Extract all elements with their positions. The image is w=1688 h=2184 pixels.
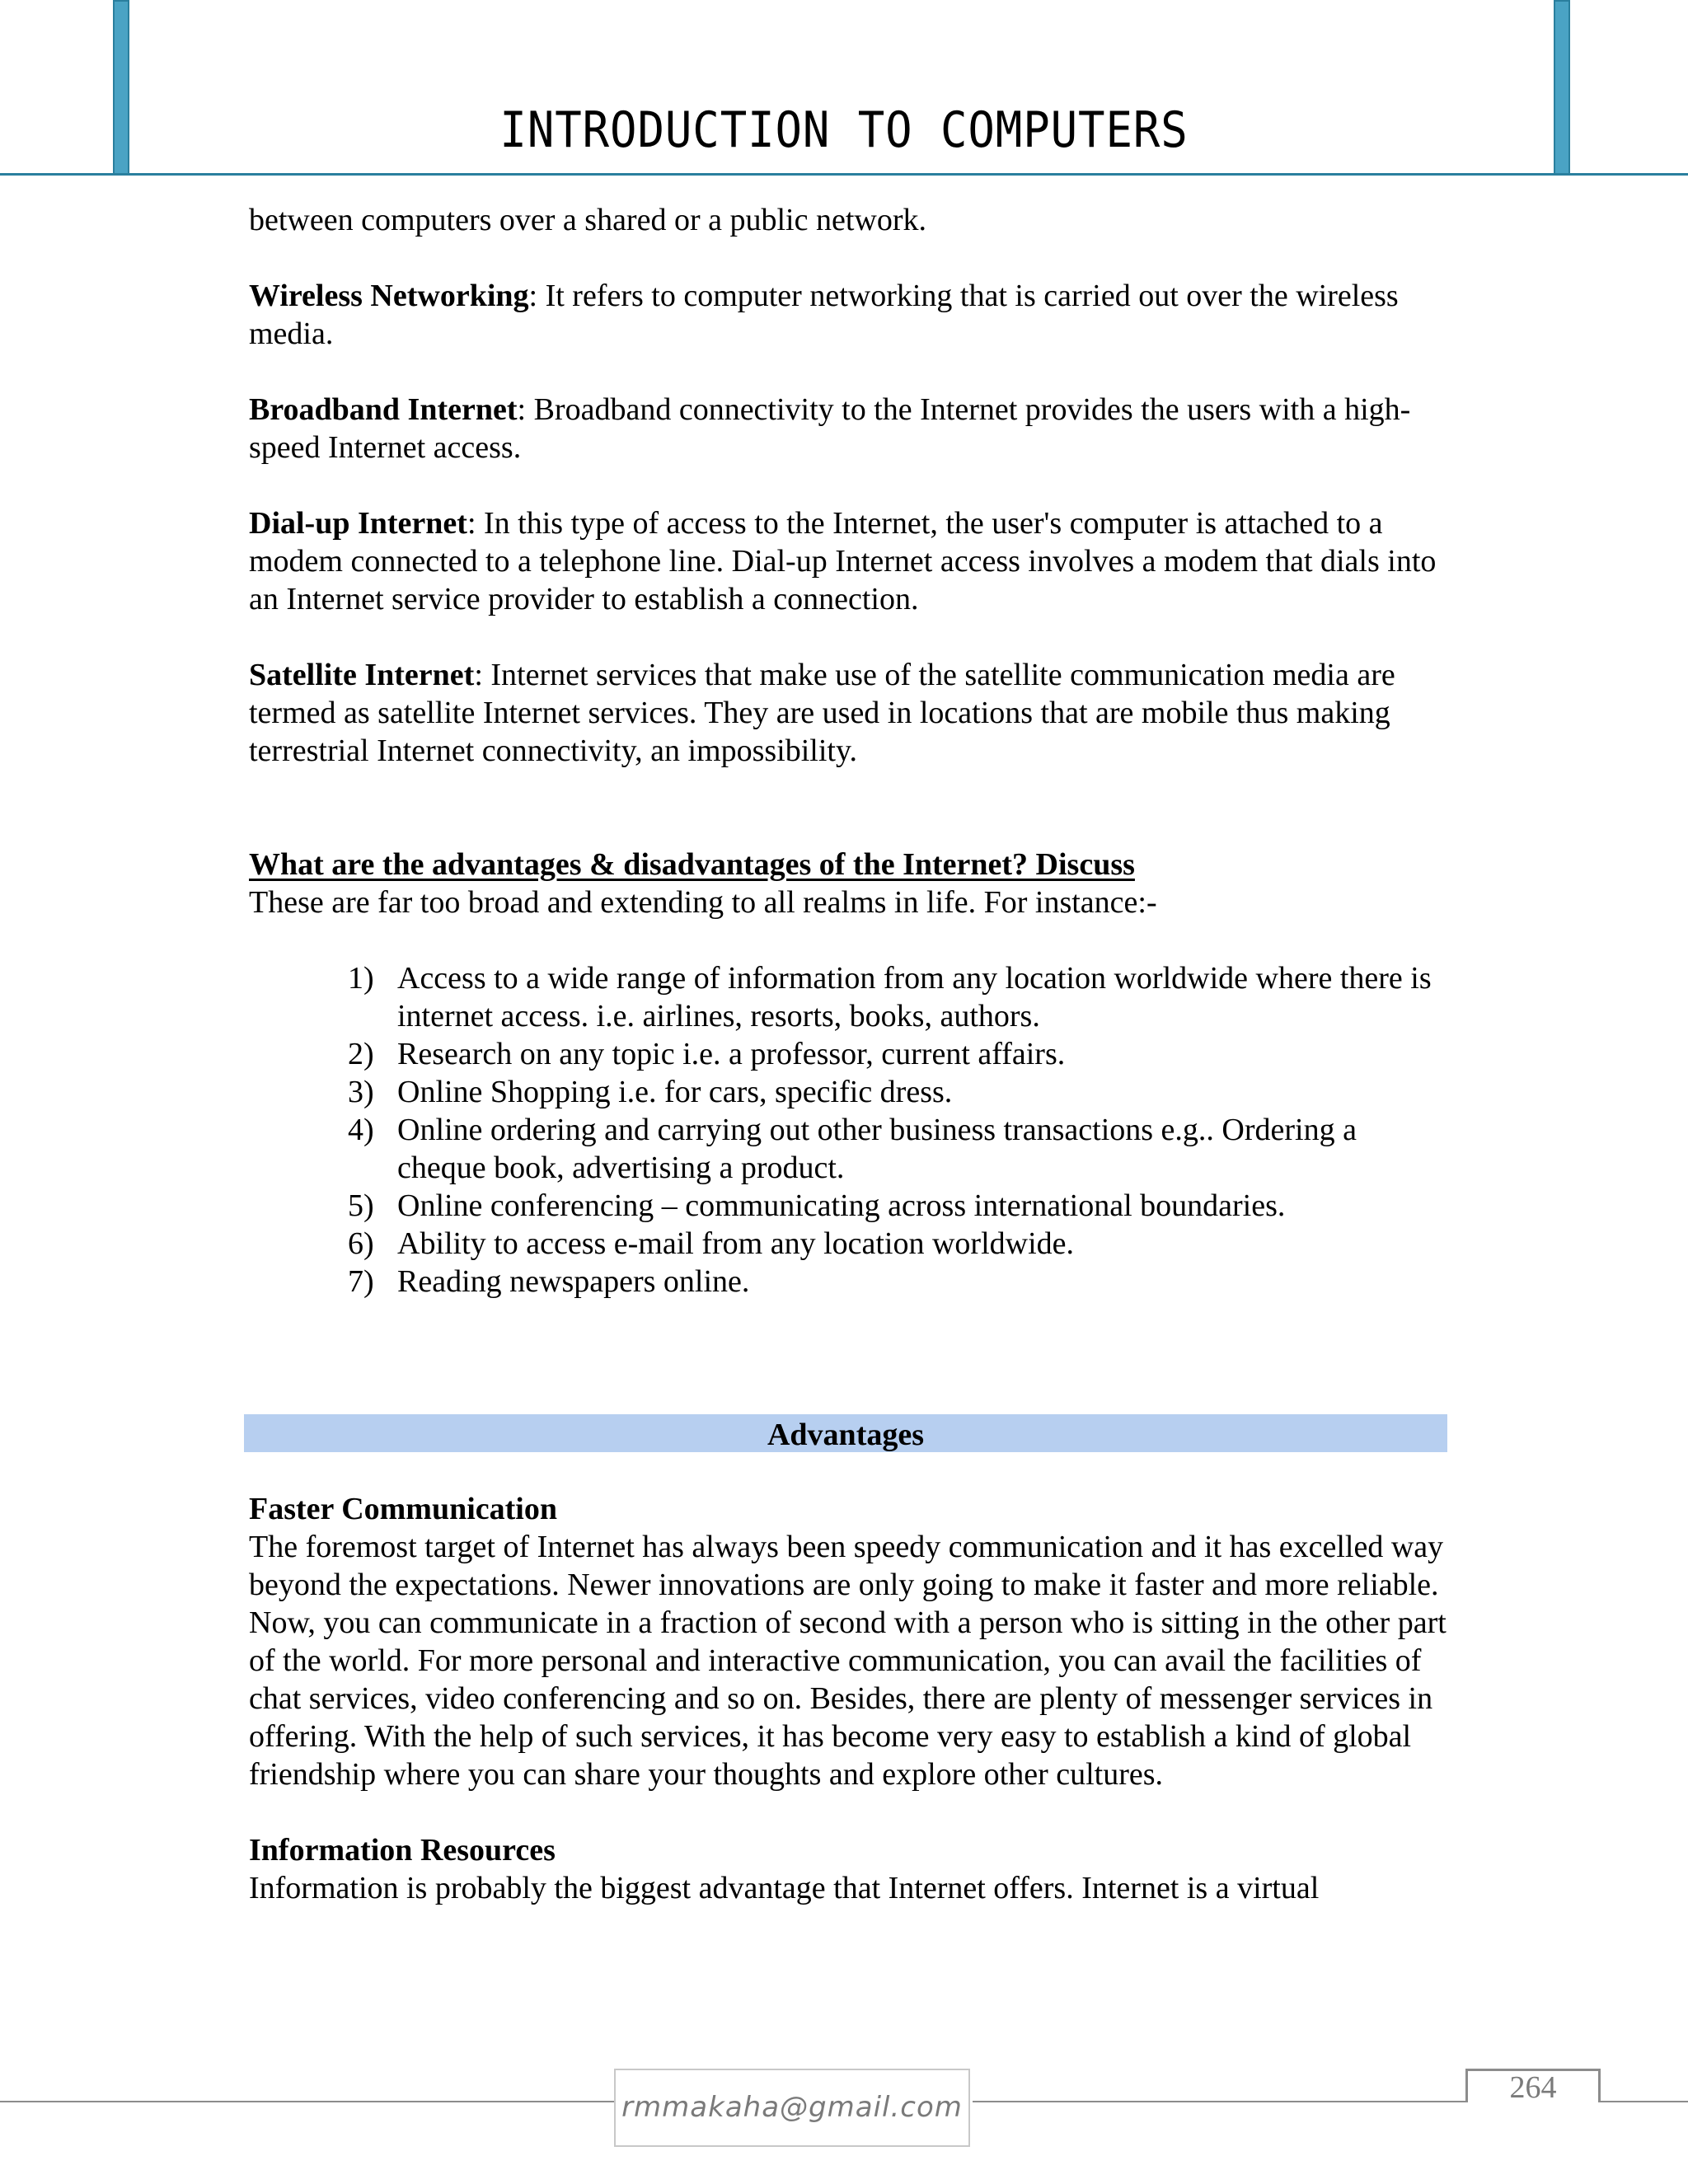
intro-line: between computers over a shared or a public network.: [249, 203, 926, 237]
page-title: INTRODUCTION TO COMPUTERS: [499, 101, 1189, 159]
question-heading: What are the advantages & disadvantages of the Internet? Discuss: [249, 847, 1135, 882]
list-item: 4) Online ordering and carrying out other business transactions e.g.. Ordering a cheque book, advertising a product.: [348, 1113, 1357, 1185]
list-item: 6) Ability to access e-mail from any location worldwide.: [348, 1226, 1074, 1261]
footer-rule-right: [1599, 2101, 1688, 2102]
definition-text: : Broadband connectivity to the Internet provides the users with a high-speed Internet access.: [249, 392, 1411, 465]
list-item: 5) Online conferencing – communicating across international boundaries.: [348, 1188, 1286, 1223]
footer-rule-left: [0, 2101, 614, 2102]
definition-term: Dial-up Internet: [249, 506, 467, 541]
definition-satellite: [249, 656, 1452, 770]
definition-term: Wireless Networking: [249, 279, 529, 313]
definition-dialup: [249, 504, 1452, 618]
header-rule: [0, 173, 1688, 176]
footer-rule-middle: [973, 2101, 1467, 2102]
definition-text: : It refers to computer networking that is carried out over the wireless media.: [249, 279, 1399, 351]
list-item: 7) Reading newspapers online.: [348, 1264, 750, 1299]
list-item: 2) Research on any topic i.e. a professor, current affairs.: [348, 1037, 1066, 1071]
internet-uses-list: [249, 959, 1452, 1301]
section-text: The foremost target of Internet has always been speedy communication and it has excelled way beyond the expectations. Newer innovations are only going to make it faster and more reliable. Now, you can communicate in a fraction of second with a person who is sitting in the other part of the world. For more personal and interactive communication, you can avail the facilities of chat services, video conferencing and so on. Besides, there are plenty of messenger services in offering. With the help of such services, it has become very easy to establish a kind of global friendship where you can share your thoughts and explore other cultures.: [249, 1530, 1447, 1792]
definition-term: Satellite Internet: [249, 658, 475, 692]
definition-broadband: [249, 391, 1419, 466]
list-item: 3) Online Shopping i.e. for cars, specific dress.: [348, 1075, 953, 1109]
definition-text: : Internet services that make use of the satellite communication media are termed as satellite Internet services. They are used in locations that are mobile thus making terrestrial Internet connectivity, an impossibility.: [249, 658, 1395, 768]
page-number: 264: [1465, 2069, 1601, 2102]
footer-email: rmmakaha@gmail.com: [614, 2069, 970, 2147]
definition-term: Broadband Internet: [249, 392, 518, 427]
section-heading: Information Resources: [249, 1833, 556, 1868]
list-item: 1) Access to a wide range of information from any location worldwide where there is internet access. i.e. airlines, resorts, books, authors.: [348, 961, 1432, 1033]
definition-text: : In this type of access to the Internet, the user's computer is attached to a modem connected to a telephone line. Dial-up Internet access involves a modem that dials into an Internet service provider to establish a connection.: [249, 506, 1437, 616]
question-intro: These are far too broad and extending to all realms in life. For instance:-: [249, 885, 1157, 920]
definition-wireless: [249, 277, 1403, 353]
section-heading: Faster Communication: [249, 1492, 557, 1526]
advantages-band: Advantages: [244, 1414, 1447, 1452]
section-text: Information is probably the biggest advantage that Internet offers. Internet is a virtual: [249, 1871, 1320, 1905]
document-body: [249, 201, 1452, 1907]
